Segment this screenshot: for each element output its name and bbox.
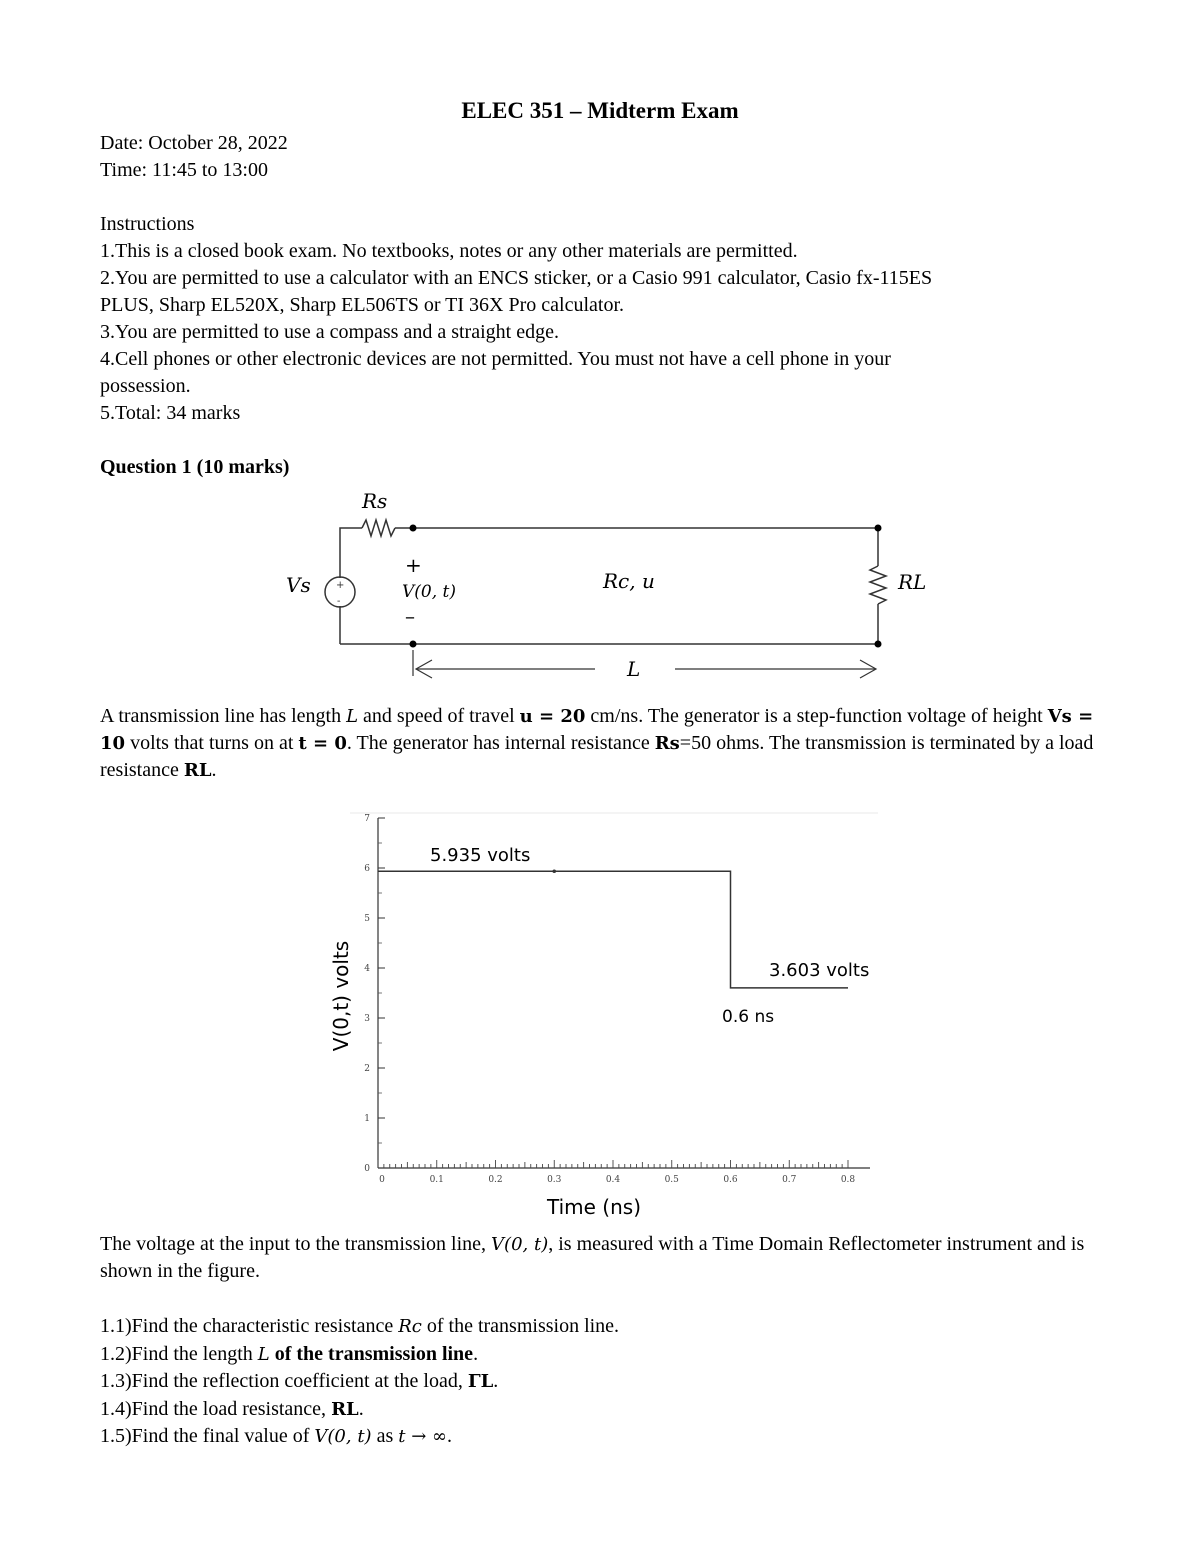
annotation-step-time: 0.6 ns: [722, 1007, 775, 1027]
node-dot: [410, 641, 417, 648]
x-tick-label: 0.3: [547, 1175, 562, 1185]
node-dot: [875, 641, 882, 648]
instruction-item: 2.You are permitted to use a calculator with an ENCS sticker, or a Casio 991 calculator, Casio fx-115ES: [100, 267, 933, 289]
x-axis-label: Time (ns): [547, 1195, 642, 1219]
instructions-heading: Instructions: [100, 213, 195, 235]
svg-text:+: +: [336, 580, 345, 591]
y-axis-label: V(0,t) volts: [329, 940, 353, 1052]
node-dot: [875, 525, 882, 532]
instruction-item: 1.This is a closed book exam. No textbooks, notes or any other materials are permitted.: [100, 240, 798, 262]
annotation-final-voltage: 3.603 volts: [769, 960, 870, 981]
question-part-1-2: 1.2)Find the length L of the transmission line.: [100, 1343, 479, 1365]
length-label: L: [627, 657, 641, 681]
question-1-description: A transmission line has length L and speed of travel u = 20 cm/ns. The generator is a step-function voltage of height Vs = 10 volts that turns on at t = 0. The generator has internal resistance Rs=50 ohms. The transmission is terminated by a load resistance RL.: [100, 705, 1094, 781]
instruction-item: 4.Cell phones or other electronic devices are not permitted. You must not have a cell phone in your: [100, 348, 891, 370]
instruction-item: 3.You are permitted to use a compass and a straight edge.: [100, 321, 559, 343]
plus-label: +: [405, 553, 422, 577]
question-part-1-1: 1.1)Find the characteristic resistance Rc of the transmission line.: [100, 1315, 620, 1337]
x-tick-label: 0: [379, 1175, 385, 1185]
transmission-line-circuit: [270, 480, 970, 690]
y-tick-label: 4: [364, 964, 370, 974]
instruction-item: possession.: [100, 375, 191, 397]
y-tick-label: 6: [364, 864, 370, 874]
x-tick-label: 0.1: [429, 1175, 444, 1185]
svg-text:-: -: [337, 596, 341, 607]
x-tick-label: 0.7: [782, 1175, 797, 1185]
tdr-voltage-chart: [300, 808, 900, 1228]
question-part-1-4: 1.4)Find the load resistance, RL.: [100, 1398, 364, 1420]
annotation-initial-voltage: 5.935 volts: [430, 845, 531, 866]
question-part-1-5: 1.5)Find the final value of V(0, t) as t → ∞.: [100, 1425, 453, 1447]
instruction-item: 5.Total: 34 marks: [100, 402, 241, 424]
x-tick-label: 0.8: [840, 1175, 856, 1185]
x-tick-label: 0.6: [723, 1175, 738, 1185]
rs-label: Rs: [362, 489, 388, 513]
rs-resistor-symbol: [362, 520, 395, 536]
y-tick-label: 7: [364, 814, 370, 824]
exam-title: ELEC 351 – Midterm Exam: [461, 98, 739, 123]
v0t-label: V(0, t): [402, 582, 456, 602]
rl-label: RL: [898, 570, 927, 594]
series-point: [552, 869, 556, 873]
y-tick-label: 1: [364, 1114, 370, 1124]
measurement-text: The voltage at the input to the transmission line, V(0, t), is measured with a Time Domain Reflectometer instrument and is shown in the figure.: [100, 1233, 1085, 1282]
question-1-heading: Question 1 (10 marks): [100, 456, 290, 478]
exam-date: Date: October 28, 2022: [100, 132, 288, 154]
y-tick-label: 2: [364, 1064, 370, 1074]
rc-u-label: Rc, u: [603, 569, 655, 593]
node-dot: [410, 525, 417, 532]
question-part-1-3: 1.3)Find the reflection coefficient at the load, ΓL.: [100, 1370, 499, 1392]
minus-label: –: [405, 604, 415, 628]
y-tick-label: 0: [364, 1164, 370, 1174]
exam-time: Time: 11:45 to 13:00: [100, 159, 268, 181]
x-tick-label: 0.5: [664, 1175, 679, 1185]
x-tick-label: 0.2: [488, 1175, 503, 1185]
instruction-item: PLUS, Sharp EL520X, Sharp EL506TS or TI 36X Pro calculator.: [100, 294, 625, 316]
vs-label: Vs: [286, 573, 311, 597]
rl-resistor-symbol: [870, 566, 886, 604]
y-tick-label: 3: [364, 1014, 370, 1024]
x-tick-label: 0.4: [605, 1175, 621, 1185]
y-tick-label: 5: [364, 914, 370, 924]
